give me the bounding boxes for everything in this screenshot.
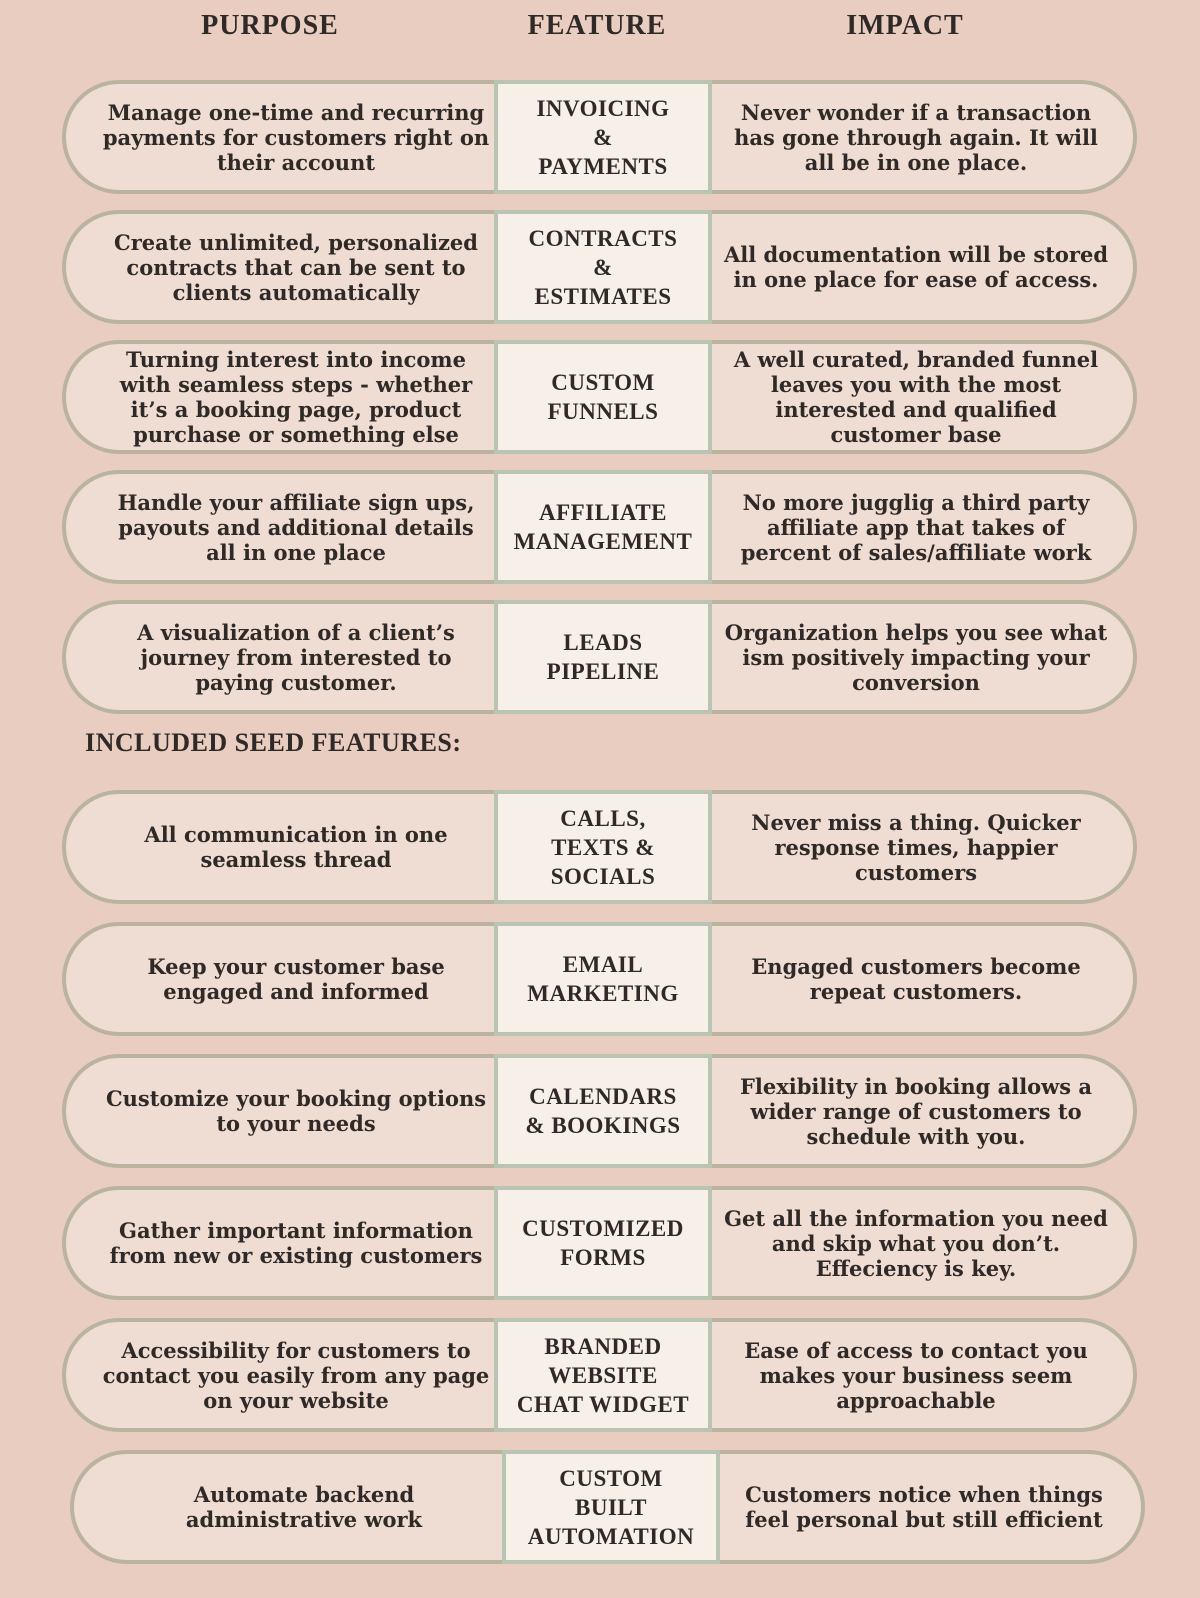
- purpose-header: PURPOSE: [201, 10, 339, 41]
- column-headers: [0, 10, 1200, 50]
- feature-label: CUSTOMIZED FORMS: [494, 1186, 712, 1300]
- impact-header: IMPACT: [846, 10, 964, 41]
- feature-label: INVOICING & PAYMENTS: [494, 80, 712, 194]
- purpose-text: Manage one-time and recurring payments for customers right on their account: [102, 99, 490, 175]
- seed-feature-row: [62, 1054, 1137, 1168]
- feature-label: AFFILIATE MANAGEMENT: [494, 470, 712, 584]
- purpose-text: Keep your customer base engaged and informed: [147, 954, 445, 1004]
- feature-label: CONTRACTS & ESTIMATES: [494, 210, 712, 324]
- purpose-text: A visualization of a client’s journey from interested to paying customer.: [137, 619, 455, 695]
- impact-text: Get all the information you need and skip what you don’t. Effeciency is key.: [724, 1205, 1108, 1281]
- feature-label: EMAIL MARKETING: [494, 922, 712, 1036]
- feature-row: [62, 470, 1137, 584]
- purpose-text: Turning interest into income with seamless steps - whether it’s a booking page, product purchase or something else: [119, 347, 473, 447]
- seed-feature-row: [62, 1318, 1137, 1432]
- impact-text: Engaged customers become repeat customers.: [751, 954, 1081, 1004]
- feature-row: [62, 80, 1137, 194]
- feature-row: [62, 340, 1137, 454]
- impact-text: Ease of access to contact you makes your business seem approachable: [744, 1337, 1088, 1413]
- impact-text: No more jugglig a third party affiliate app that takes of percent of sales/affiliate work: [740, 489, 1092, 565]
- impact-text: Customers notice when things feel personal but still efficient: [745, 1482, 1103, 1532]
- section-title: INCLUDED SEED FEATURES:: [85, 728, 462, 757]
- purpose-text: Handle your affiliate sign ups, payouts and additional details all in one place: [117, 489, 475, 565]
- feature-label: CALLS, TEXTS & SOCIALS: [494, 790, 712, 904]
- feature-row: [62, 600, 1137, 714]
- feature-header: FEATURE: [527, 10, 667, 41]
- purpose-text: Accessibility for customers to contact you easily from any page on your website: [102, 1337, 490, 1413]
- impact-text: A well curated, branded funnel leaves you with the most interested and qualified customer base: [733, 347, 1099, 447]
- seed-feature-row: [62, 922, 1137, 1036]
- seed-feature-row: [62, 1186, 1137, 1300]
- purpose-text: Gather important information from new or existing customers: [109, 1218, 483, 1268]
- seed-feature-row: [70, 1450, 1145, 1564]
- feature-label: LEADS PIPELINE: [494, 600, 712, 714]
- purpose-text: All communication in one seamless thread: [144, 822, 448, 872]
- feature-label: CALENDARS & BOOKINGS: [494, 1054, 712, 1168]
- purpose-text: Automate backend administrative work: [185, 1482, 423, 1532]
- feature-row: [62, 210, 1137, 324]
- impact-text: Never miss a thing. Quicker response times, happier customers: [751, 809, 1081, 885]
- feature-label: CUSTOM BUILT AUTOMATION: [502, 1450, 720, 1564]
- impact-text: Organization helps you see what ism positively impacting your conversion: [724, 619, 1108, 695]
- impact-text: Never wonder if a transaction has gone through again. It will all be in one place.: [734, 99, 1098, 175]
- purpose-text: Create unlimited, personalized contracts that can be sent to clients automatically: [114, 229, 478, 305]
- impact-text: All documentation will be stored in one place for ease of access.: [723, 242, 1109, 292]
- seed-feature-row: [62, 790, 1137, 904]
- feature-label: BRANDED WEBSITE CHAT WIDGET: [494, 1318, 712, 1432]
- purpose-text: Customize your booking options to your needs: [105, 1086, 487, 1136]
- feature-label: CUSTOM FUNNELS: [494, 340, 712, 454]
- impact-text: Flexibility in booking allows a wider range of customers to schedule with you.: [739, 1073, 1092, 1149]
